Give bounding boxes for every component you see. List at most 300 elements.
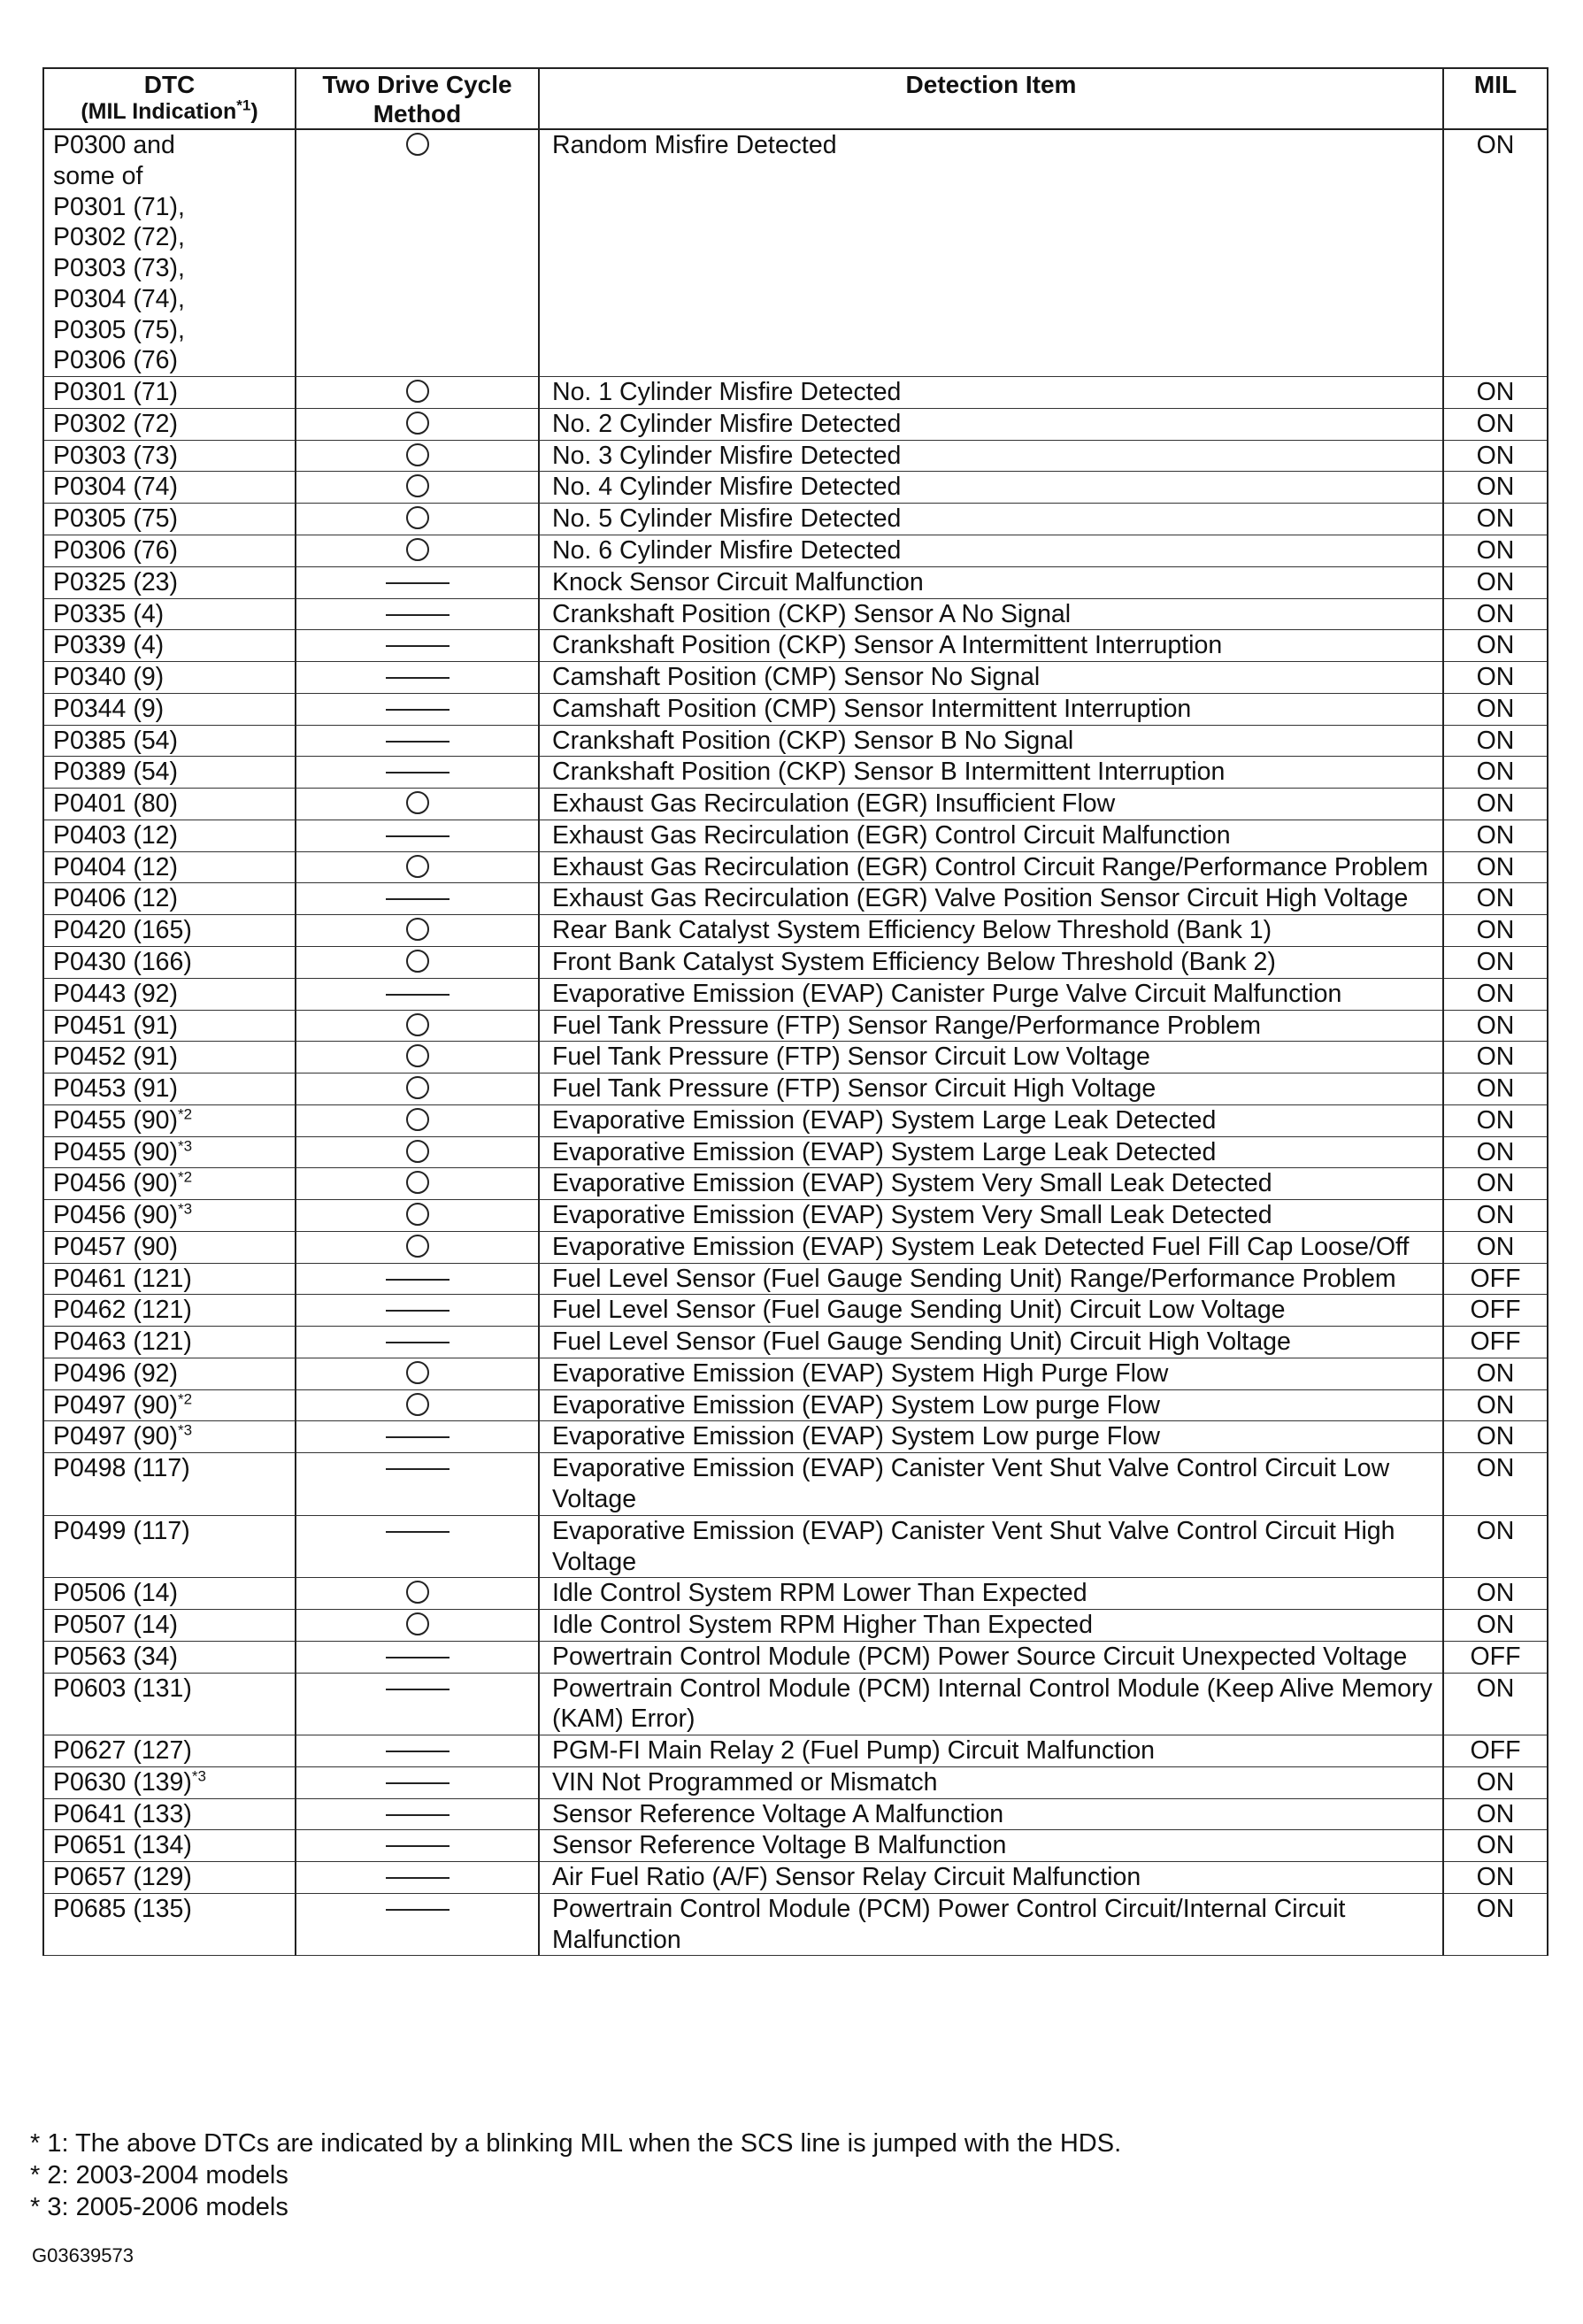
two-drive-cycle-cell [296,598,539,630]
table-row [43,1830,1548,1862]
dtc-code: P0463 (121) [53,1327,192,1357]
detection-item: Rear Bank Catalyst System Efficiency Below Threshold (Bank 1) [539,915,1443,947]
detection-item: Knock Sensor Circuit Malfunction [539,566,1443,598]
dash-icon [386,582,450,584]
detection-item: Fuel Tank Pressure (FTP) Sensor Range/Performance Problem [539,1010,1443,1042]
mil-status: ON [1443,1673,1548,1735]
mil-status: ON [1443,408,1548,440]
dtc-code-cell [43,1327,296,1358]
detection-item: Crankshaft Position (CKP) Sensor A No Signal [539,598,1443,630]
two-drive-cycle-cell [296,789,539,820]
dtc-code: P0300 and some of P0301 (71), P0302 (72), P0303 (73), P0304 (74), P0305 (75), P0306 (76) [53,131,185,375]
table-row [43,129,1548,377]
table-row [43,915,1548,947]
dash-icon [386,709,450,711]
table-row [43,725,1548,757]
two-drive-cycle-cell [296,1074,539,1105]
footnote: * 2: 2003-2004 models [30,2161,288,2189]
dtc-code: P0455 (90) [53,1137,179,1166]
dtc-code: P0506 (14) [53,1579,179,1608]
mil-status: ON [1443,915,1548,947]
two-drive-cycle-cell [296,1610,539,1642]
mil-status: ON [1443,1200,1548,1232]
detection-item: Fuel Tank Pressure (FTP) Sensor Circuit Low Voltage [539,1042,1443,1074]
two-drive-cycle-cell [296,1421,539,1453]
mil-status: ON [1443,1610,1548,1642]
two-drive-cycle-cell [296,915,539,947]
two-drive-cycle-cell [296,472,539,504]
header-dtc [43,68,296,129]
two-drive-cycle-cell [296,1295,539,1327]
detection-item: Crankshaft Position (CKP) Sensor B Intermittent Interruption [539,757,1443,789]
dash-icon [386,994,450,996]
mil-status: ON [1443,1231,1548,1263]
dtc-code: P0303 (73) [53,441,179,470]
dtc-code-cell [43,129,296,377]
header-dtc-close: ) [250,99,258,125]
dtc-code-cell [43,883,296,915]
detection-item: Exhaust Gas Recirculation (EGR) Insufficient Flow [539,789,1443,820]
table-row [43,1168,1548,1200]
mil-status: ON [1443,1421,1548,1453]
dtc-code: P0657 (129) [53,1863,192,1892]
dtc-code-cell [43,1074,296,1105]
dtc-footnote-mark: *2 [178,1105,193,1123]
table-row [43,1641,1548,1673]
dtc-code-cell [43,598,296,630]
table-row [43,1231,1548,1263]
mil-status: ON [1443,377,1548,409]
mil-status: OFF [1443,1735,1548,1767]
circle-icon [406,1581,429,1604]
circle-icon [406,855,429,878]
two-drive-cycle-cell [296,1263,539,1295]
dtc-code: P0420 (165) [53,916,192,945]
dash-icon [386,1436,450,1438]
mil-status: ON [1443,440,1548,472]
two-drive-cycle-cell [296,1453,539,1516]
detection-item: Camshaft Position (CMP) Sensor Intermittent Interruption [539,693,1443,725]
two-drive-cycle-cell [296,1735,539,1767]
mil-status: OFF [1443,1263,1548,1295]
two-drive-cycle-cell [296,693,539,725]
mil-status: ON [1443,725,1548,757]
dtc-code-cell [43,1453,296,1516]
mil-status: ON [1443,883,1548,915]
dash-icon [386,1909,450,1911]
dtc-code: P0401 (80) [53,789,179,819]
dash-icon [386,1279,450,1281]
dtc-code-cell [43,820,296,851]
detection-item: Fuel Tank Pressure (FTP) Sensor Circuit High Voltage [539,1074,1443,1105]
mil-status: ON [1443,1830,1548,1862]
circle-icon [406,1140,429,1163]
circle-icon [406,1235,429,1258]
header-method: Two Drive Cycle Method [296,68,539,129]
dtc-code-cell [43,915,296,947]
dtc-code: P0385 (54) [53,726,179,755]
dtc-code-cell [43,630,296,662]
table-row [43,1862,1548,1894]
table-row [43,1766,1548,1798]
dtc-code-cell [43,978,296,1010]
mil-status: ON [1443,1893,1548,1956]
dtc-code-cell [43,1200,296,1232]
dtc-code-cell [43,662,296,694]
two-drive-cycle-cell [296,1168,539,1200]
table-row [43,1263,1548,1295]
header-dtc-sub-text: (MIL Indication [81,99,237,125]
table-row [43,1515,1548,1578]
dtc-code: P0497 (90) [53,1422,179,1451]
detection-item: Fuel Level Sensor (Fuel Gauge Sending Unit) Range/Performance Problem [539,1263,1443,1295]
header-dtc-footnote: *1 [236,96,251,114]
dash-icon [386,677,450,679]
dtc-code: P0603 (131) [53,1674,192,1703]
detection-item: Camshaft Position (CMP) Sensor No Signal [539,662,1443,694]
dtc-code: P0452 (91) [53,1043,179,1072]
dash-icon [386,1342,450,1343]
mil-status: ON [1443,1104,1548,1136]
circle-icon [406,1108,429,1131]
dtc-code-cell [43,1641,296,1673]
circle-icon [406,950,429,973]
detection-item: Exhaust Gas Recirculation (EGR) Control Circuit Range/Performance Problem [539,851,1443,883]
dtc-footnote-mark: *2 [178,1390,193,1408]
dash-icon [386,1531,450,1533]
detection-item: Idle Control System RPM Higher Than Expected [539,1610,1443,1642]
two-drive-cycle-cell [296,820,539,851]
mil-status: ON [1443,693,1548,725]
two-drive-cycle-cell [296,883,539,915]
circle-icon [406,412,429,435]
detection-item: Evaporative Emission (EVAP) System Very Small Leak Detected [539,1168,1443,1200]
dtc-code: P0301 (71) [53,378,179,407]
detection-item: VIN Not Programmed or Mismatch [539,1766,1443,1798]
mil-status: ON [1443,946,1548,978]
two-drive-cycle-cell [296,504,539,535]
table-row [43,820,1548,851]
header-mil: MIL [1443,68,1548,129]
dtc-code-cell [43,1295,296,1327]
table-row [43,1104,1548,1136]
dash-icon [386,1814,450,1816]
table-row [43,946,1548,978]
two-drive-cycle-cell [296,1136,539,1168]
dash-icon [386,1468,450,1470]
dtc-code: P0455 (90) [53,1105,179,1135]
dtc-code: P0430 (166) [53,947,192,976]
detection-item: Evaporative Emission (EVAP) Canister Purge Valve Circuit Malfunction [539,978,1443,1010]
table-row [43,1798,1548,1830]
detection-item: PGM-FI Main Relay 2 (Fuel Pump) Circuit Malfunction [539,1735,1443,1767]
mil-status: OFF [1443,1327,1548,1358]
two-drive-cycle-cell [296,1830,539,1862]
mil-status: ON [1443,1042,1548,1074]
table-row [43,598,1548,630]
two-drive-cycle-cell [296,725,539,757]
dtc-code: P0306 (76) [53,536,179,566]
mil-status: ON [1443,535,1548,567]
circle-icon [406,1171,429,1194]
dtc-code-cell [43,1010,296,1042]
mil-status: ON [1443,1168,1548,1200]
detection-item: Random Misfire Detected [539,129,1443,377]
table-row [43,1136,1548,1168]
dtc-code: P0304 (74) [53,473,179,502]
dtc-code: P0627 (127) [53,1736,192,1766]
two-drive-cycle-cell [296,662,539,694]
two-drive-cycle-cell [296,566,539,598]
dtc-code-cell [43,1830,296,1862]
detection-item: No. 2 Cylinder Misfire Detected [539,408,1443,440]
mil-status: ON [1443,566,1548,598]
circle-icon [406,1393,429,1416]
dtc-code-cell [43,1263,296,1295]
mil-status: ON [1443,1515,1548,1578]
dtc-code: P0456 (90) [53,1169,179,1198]
reference-code: G03639573 [32,2244,134,2266]
dtc-code-cell [43,1862,296,1894]
dtc-table [42,67,1548,1956]
circle-icon [406,1203,429,1226]
dash-icon [386,835,450,837]
dtc-code-cell [43,946,296,978]
circle-icon [406,1361,429,1384]
mil-status: ON [1443,1010,1548,1042]
two-drive-cycle-cell [296,1578,539,1610]
dtc-code: P0507 (14) [53,1611,179,1640]
mil-status: OFF [1443,1295,1548,1327]
table-row [43,851,1548,883]
circle-icon [406,506,429,529]
mil-status: OFF [1443,1641,1548,1673]
table-row [43,1295,1548,1327]
detection-item: Evaporative Emission (EVAP) System Large Leak Detected [539,1104,1443,1136]
dash-icon [386,1782,450,1784]
two-drive-cycle-cell [296,1673,539,1735]
two-drive-cycle-cell [296,1327,539,1358]
circle-icon [406,1044,429,1067]
dtc-code-cell [43,1735,296,1767]
two-drive-cycle-cell [296,408,539,440]
dash-icon [386,614,450,616]
dash-icon [386,772,450,773]
mil-status: ON [1443,472,1548,504]
two-drive-cycle-cell [296,630,539,662]
detection-item: Crankshaft Position (CKP) Sensor A Intermittent Interruption [539,630,1443,662]
two-drive-cycle-cell [296,1358,539,1389]
two-drive-cycle-cell [296,1231,539,1263]
mil-status: ON [1443,851,1548,883]
detection-item: Evaporative Emission (EVAP) System Leak Detected Fuel Fill Cap Loose/Off [539,1231,1443,1263]
two-drive-cycle-cell [296,129,539,377]
detection-item: Evaporative Emission (EVAP) Canister Vent Shut Valve Control Circuit Low Voltage [539,1453,1443,1516]
two-drive-cycle-cell [296,1641,539,1673]
mil-status: ON [1443,1389,1548,1421]
circle-icon [406,791,429,814]
circle-icon [406,918,429,941]
two-drive-cycle-cell [296,757,539,789]
dtc-code: P0325 (23) [53,567,179,596]
table-row [43,408,1548,440]
detection-item: Sensor Reference Voltage B Malfunction [539,1830,1443,1862]
table-row [43,693,1548,725]
dtc-code-cell [43,1104,296,1136]
table-header-row [43,68,1548,129]
table-row [43,535,1548,567]
dtc-code: P0457 (90) [53,1232,179,1261]
table-row [43,1421,1548,1453]
dtc-footnote-mark: *2 [178,1168,193,1186]
table-row [43,440,1548,472]
detection-item: Exhaust Gas Recirculation (EGR) Control Circuit Malfunction [539,820,1443,851]
dtc-code-cell [43,1798,296,1830]
mil-status: ON [1443,820,1548,851]
mil-status: ON [1443,598,1548,630]
detection-item: No. 1 Cylinder Misfire Detected [539,377,1443,409]
dtc-code-cell [43,757,296,789]
mil-status: ON [1443,978,1548,1010]
dtc-code: P0499 (117) [53,1516,190,1545]
two-drive-cycle-cell [296,1042,539,1074]
two-drive-cycle-cell [296,535,539,567]
dtc-code: P0389 (54) [53,758,179,787]
circle-icon [406,133,429,156]
dtc-code-cell [43,1358,296,1389]
dash-icon [386,1310,450,1312]
mil-status: ON [1443,129,1548,377]
dtc-code-cell [43,1673,296,1735]
mil-status: ON [1443,1798,1548,1830]
mil-status: ON [1443,630,1548,662]
dtc-code-cell [43,377,296,409]
dash-icon [386,1751,450,1752]
table-row [43,978,1548,1010]
detection-item: Evaporative Emission (EVAP) System Low purge Flow [539,1421,1443,1453]
dtc-code: P0498 (117) [53,1454,190,1483]
dtc-footnote-mark: *3 [178,1200,193,1218]
dtc-code: P0403 (12) [53,820,179,850]
table-row [43,377,1548,409]
dtc-code: P0453 (91) [53,1074,179,1104]
dtc-code-cell [43,1136,296,1168]
dash-icon [386,898,450,900]
dtc-code-cell [43,1421,296,1453]
dash-icon [386,1877,450,1879]
detection-item: Front Bank Catalyst System Efficiency Below Threshold (Bank 2) [539,946,1443,978]
table-row [43,1893,1548,1956]
dash-icon [386,1657,450,1658]
dtc-code: P0404 (12) [53,852,179,881]
dtc-code-cell [43,1515,296,1578]
table-row [43,1010,1548,1042]
two-drive-cycle-cell [296,978,539,1010]
dtc-code: P0339 (4) [53,631,165,660]
circle-icon [406,1612,429,1635]
detection-item: No. 3 Cylinder Misfire Detected [539,440,1443,472]
dtc-code-cell [43,535,296,567]
dtc-code: P0462 (121) [53,1296,192,1325]
two-drive-cycle-cell [296,1766,539,1798]
dtc-code-cell [43,566,296,598]
table-row [43,662,1548,694]
detection-item: No. 5 Cylinder Misfire Detected [539,504,1443,535]
dtc-code-cell [43,504,296,535]
two-drive-cycle-cell [296,946,539,978]
circle-icon [406,1013,429,1036]
table-row [43,1074,1548,1105]
table-row [43,789,1548,820]
dtc-code-cell [43,725,296,757]
circle-icon [406,538,429,561]
dtc-code: P0651 (134) [53,1831,192,1860]
detection-item: Evaporative Emission (EVAP) System Low purge Flow [539,1389,1443,1421]
table-row [43,883,1548,915]
dash-icon [386,1689,450,1690]
dtc-code-cell [43,789,296,820]
two-drive-cycle-cell [296,440,539,472]
two-drive-cycle-cell [296,1104,539,1136]
footnote: * 1: The above DTCs are indicated by a blinking MIL when the SCS line is jumped with the HDS. [30,2129,1122,2158]
dash-icon [386,645,450,647]
table-row [43,504,1548,535]
dtc-code-cell [43,1610,296,1642]
mil-status: ON [1443,504,1548,535]
header-dtc-sub [48,96,291,126]
dtc-code: P0456 (90) [53,1201,179,1230]
dtc-code-cell [43,1578,296,1610]
dtc-footnote-mark: *3 [178,1421,193,1439]
dtc-code: P0344 (9) [53,694,165,723]
table-row [43,630,1548,662]
table-row [43,1042,1548,1074]
table-row [43,1200,1548,1232]
detection-item: Powertrain Control Module (PCM) Power Source Circuit Unexpected Voltage [539,1641,1443,1673]
dtc-code-cell [43,1389,296,1421]
dtc-code: P0340 (9) [53,663,165,692]
header-item: Detection Item [539,68,1443,129]
table-row [43,566,1548,598]
table-row [43,1453,1548,1516]
detection-item: Evaporative Emission (EVAP) System High Purge Flow [539,1358,1443,1389]
table-row [43,472,1548,504]
dtc-code: P0497 (90) [53,1390,179,1420]
dtc-code-cell [43,1893,296,1956]
two-drive-cycle-cell [296,1515,539,1578]
mil-status: ON [1443,789,1548,820]
mil-status: ON [1443,1862,1548,1894]
circle-icon [406,1076,429,1099]
detection-item: Evaporative Emission (EVAP) System Large Leak Detected [539,1136,1443,1168]
mil-status: ON [1443,662,1548,694]
dtc-code: P0406 (12) [53,884,179,913]
mil-status: ON [1443,757,1548,789]
dtc-code-cell [43,472,296,504]
mil-status: ON [1443,1578,1548,1610]
dtc-code-cell [43,440,296,472]
dtc-code: P0563 (34) [53,1642,179,1671]
dtc-code-cell [43,1168,296,1200]
dash-icon [386,1845,450,1847]
mil-status: ON [1443,1074,1548,1105]
table-row [43,1610,1548,1642]
dtc-code: P0443 (92) [53,979,179,1008]
dtc-code: P0451 (91) [53,1011,179,1040]
dtc-code-cell [43,851,296,883]
table-row [43,1735,1548,1767]
detection-item: Fuel Level Sensor (Fuel Gauge Sending Unit) Circuit High Voltage [539,1327,1443,1358]
